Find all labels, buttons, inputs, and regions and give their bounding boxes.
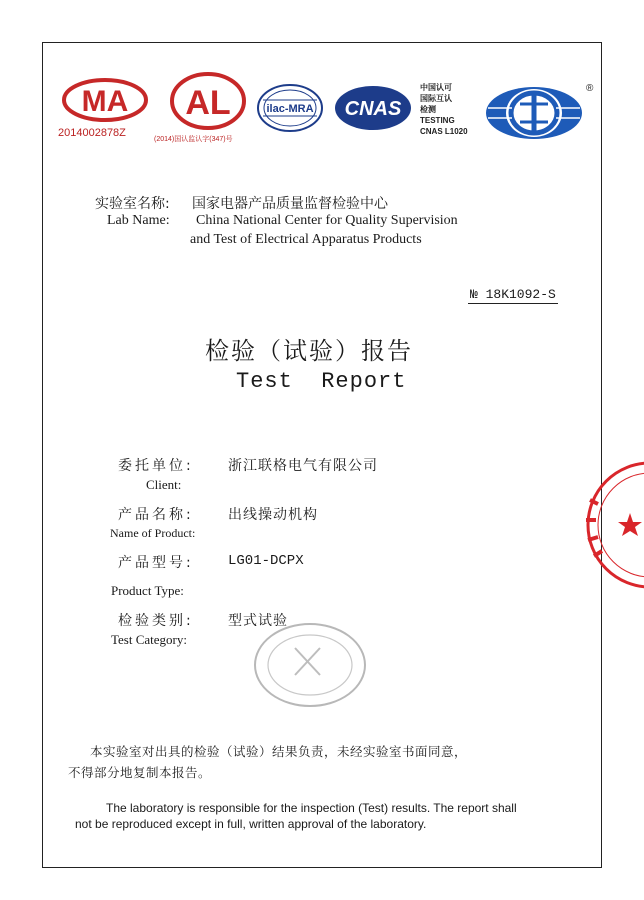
lab-label-en: Lab Name: <box>107 213 170 228</box>
test-category-label-en: Test Category: <box>111 632 187 647</box>
ccc-logo <box>482 80 594 142</box>
product-name-label-en: Name of Product: <box>110 526 196 540</box>
title-en: Test Report <box>236 369 407 394</box>
client-label-cn: 委托单位: <box>118 458 194 474</box>
test-category-label-cn: 检验类别: <box>118 613 194 629</box>
product-name-value: 出线操动机构 <box>228 507 318 523</box>
note-en-line1: The laboratory is responsible for the inspection (Test) results. The report shall <box>106 801 517 815</box>
ma-logo-text: MA <box>81 85 129 118</box>
embossed-seal <box>250 620 370 710</box>
cnas-line-1: 中国认可 <box>420 83 452 92</box>
ilac-logo-graphic <box>255 82 325 134</box>
title-cn: 检验（试验）报告 <box>205 337 413 365</box>
cnas-line-2: 国际互认 <box>420 94 452 103</box>
al-logo-graphic <box>168 72 248 130</box>
note-cn-line2: 不得部分地复制本报告。 <box>68 765 212 780</box>
cnas-line-4: TESTING <box>420 116 455 125</box>
cnas-line-5: CNAS L1020 <box>420 127 468 136</box>
ilac-logo <box>255 82 325 134</box>
ma-logo <box>58 77 148 143</box>
product-type-label-en: Product Type: <box>111 583 184 598</box>
lab-name-en-line2: and Test of Electrical Apparatus Products <box>190 232 422 247</box>
lab-name-en-line1: China National Center for Quality Supervision <box>196 213 458 228</box>
red-stamp <box>570 460 644 590</box>
ilac-logo-text: ilac-MRA <box>266 103 314 115</box>
al-logo-text: AL <box>185 84 231 122</box>
note-en-line2: not be reproduced except in full, written approval of the laboratory. <box>75 817 427 831</box>
client-value: 浙江联格电气有限公司 <box>228 458 378 474</box>
cnas-testing-block <box>420 82 490 137</box>
cnas-logo-text: CNAS <box>344 98 402 120</box>
test-category-value: 型式试验 <box>228 613 288 629</box>
product-type-value: LG01-DCPX <box>228 553 304 569</box>
al-cert: (2014)国认监认字(347)号 <box>154 136 233 143</box>
product-name-label-cn: 产品名称: <box>118 507 194 523</box>
ma-code: 2014002878Z <box>58 127 126 139</box>
al-logo <box>154 72 270 152</box>
cnas-logo-graphic <box>333 84 413 132</box>
lab-label-cn: 实验室名称: <box>95 196 170 212</box>
cnas-line-3: 检测 <box>420 105 436 114</box>
registered-mark: ® <box>586 83 594 94</box>
ccc-logo-graphic <box>482 80 594 142</box>
report-number: № 18K1092-S <box>470 287 556 302</box>
product-type-label-cn: 产品型号: <box>118 555 194 571</box>
lab-name-cn: 国家电器产品质量监督检验中心 <box>192 196 388 212</box>
note-cn-line1: 本实验室对出具的检验（试验）结果负责，未经实验室书面同意， <box>90 744 468 759</box>
client-label-en: Client: <box>146 477 182 492</box>
ma-logo-graphic <box>62 77 148 123</box>
cnas-logo <box>333 84 413 132</box>
